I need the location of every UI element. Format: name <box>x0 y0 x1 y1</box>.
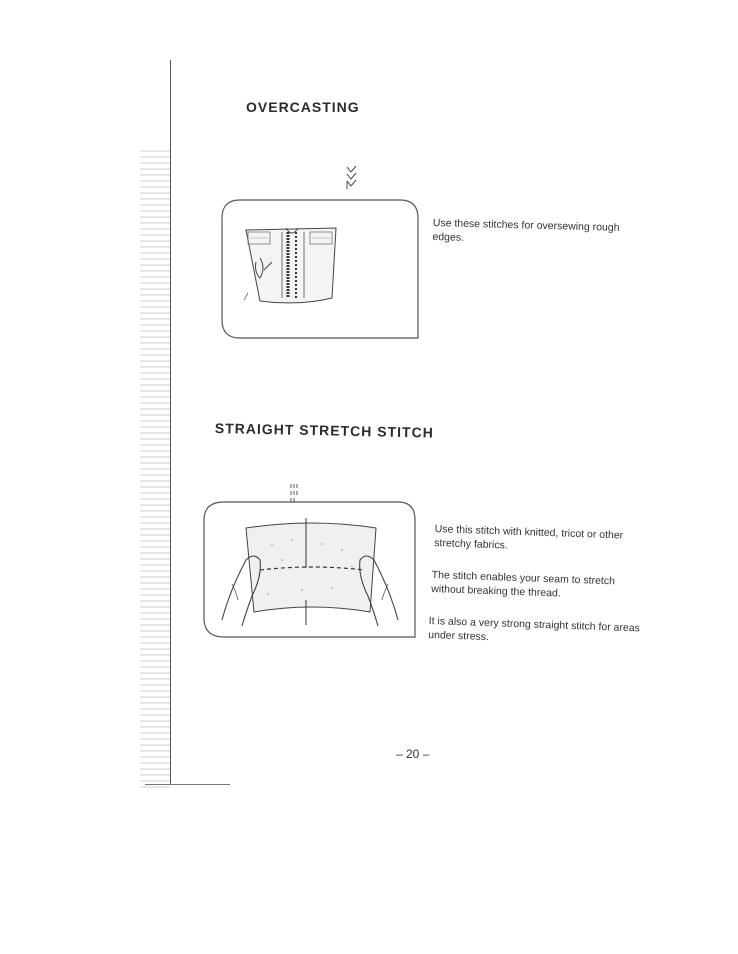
overcast-stitch-symbol-icon <box>345 165 359 190</box>
straight-stretch-stitch-heading: STRAIGHT STRETCH STITCH <box>214 420 434 441</box>
straight-stretch-stitch-illustration <box>202 500 417 640</box>
overcasting-description: Use these stitches for oversewing rough edges. <box>432 216 620 244</box>
overcasting-heading: OVERCASTING <box>246 99 360 115</box>
stretch-stitch-paragraph-1: Use this stitch with knitted, tricot or other stretchy fabrics. <box>434 522 624 552</box>
stretch-stitch-paragraph-2: The stitch enables your seam to stretch without breaking the thread. <box>431 568 616 600</box>
page-binding-shadow <box>140 150 170 790</box>
overcasting-illustration <box>220 198 420 340</box>
stretch-stitch-paragraph-3: It is also a very strong straight stitch for areas under stress. <box>428 614 641 644</box>
page-number: – 20 – <box>396 747 430 761</box>
page-bottom-rule <box>145 784 230 785</box>
page-binding-line <box>170 60 171 785</box>
